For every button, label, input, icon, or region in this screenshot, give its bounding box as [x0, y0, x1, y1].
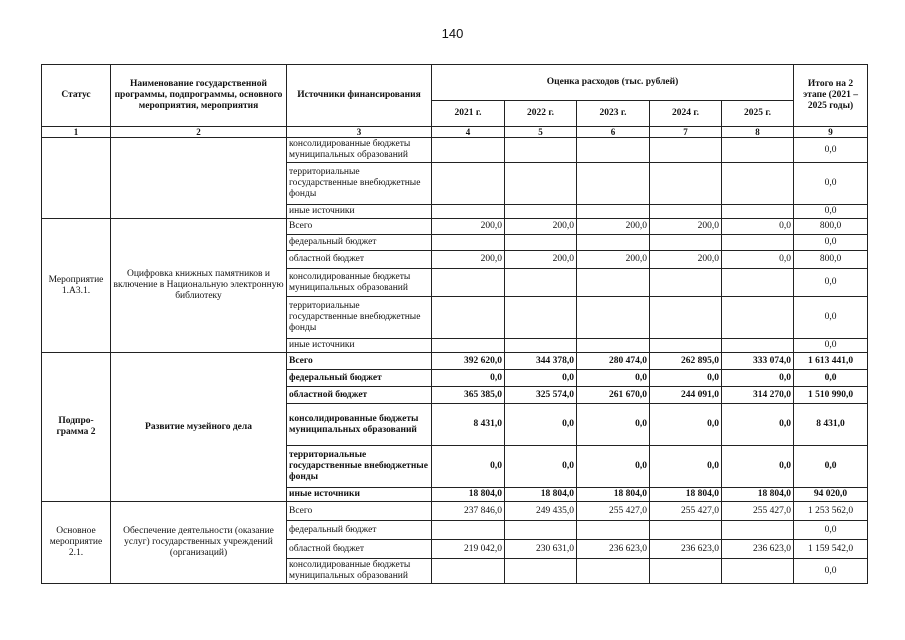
block-status: Мероприятие 1.А3.1. — [42, 219, 111, 353]
value-cell: 0,0 — [722, 370, 794, 387]
value-cell: 261 670,0 — [577, 387, 650, 404]
source-cell: Всего — [287, 219, 432, 235]
column-number: 2 — [111, 127, 287, 138]
value-cell: 0,0 — [722, 446, 794, 488]
value-cell — [505, 559, 577, 584]
value-cell — [432, 521, 505, 540]
total-cell: 0,0 — [794, 297, 868, 339]
value-cell — [505, 163, 577, 205]
header-sources: Источники финансирования — [287, 65, 432, 127]
value-cell — [577, 205, 650, 219]
block-name — [111, 138, 287, 219]
total-cell: 1 159 542,0 — [794, 540, 868, 559]
total-cell: 800,0 — [794, 219, 868, 235]
header-year: 2023 г. — [577, 101, 650, 127]
value-cell — [577, 235, 650, 251]
value-cell: 18 804,0 — [505, 488, 577, 502]
value-cell: 0,0 — [650, 446, 722, 488]
value-cell: 200,0 — [577, 219, 650, 235]
source-cell: областной бюджет — [287, 387, 432, 404]
page-number: 140 — [441, 26, 464, 41]
total-cell: 0,0 — [794, 269, 868, 297]
value-cell: 244 091,0 — [650, 387, 722, 404]
total-cell: 0,0 — [794, 138, 868, 163]
block-continuation — [42, 138, 868, 219]
value-cell — [577, 339, 650, 353]
total-cell: 8 431,0 — [794, 404, 868, 446]
value-cell — [432, 297, 505, 339]
value-cell: 0,0 — [577, 370, 650, 387]
value-cell: 344 378,0 — [505, 353, 577, 370]
value-cell: 255 427,0 — [577, 502, 650, 521]
value-cell — [577, 559, 650, 584]
value-cell — [650, 269, 722, 297]
total-cell: 1 253 562,0 — [794, 502, 868, 521]
total-cell: 1 510 990,0 — [794, 387, 868, 404]
value-cell — [432, 205, 505, 219]
value-cell: 0,0 — [432, 370, 505, 387]
value-cell — [432, 163, 505, 205]
value-cell — [432, 138, 505, 163]
value-cell: 0,0 — [577, 446, 650, 488]
source-cell: территориальные государственные внебюджетные фонды — [287, 163, 432, 205]
value-cell: 236 623,0 — [650, 540, 722, 559]
source-cell: областной бюджет — [287, 540, 432, 559]
value-cell — [722, 521, 794, 540]
column-number: 5 — [505, 127, 577, 138]
value-cell: 0,0 — [650, 370, 722, 387]
value-cell — [650, 521, 722, 540]
value-cell: 236 623,0 — [722, 540, 794, 559]
value-cell: 18 804,0 — [432, 488, 505, 502]
total-cell: 94 020,0 — [794, 488, 868, 502]
column-number: 4 — [432, 127, 505, 138]
value-cell — [722, 235, 794, 251]
source-cell: консолидированные бюджеты муниципальных образований — [287, 559, 432, 584]
value-cell: 280 474,0 — [577, 353, 650, 370]
source-cell: областной бюджет — [287, 251, 432, 269]
value-cell: 18 804,0 — [650, 488, 722, 502]
value-cell: 200,0 — [577, 251, 650, 269]
source-cell: иные источники — [287, 339, 432, 353]
value-cell — [650, 163, 722, 205]
total-cell: 0,0 — [794, 370, 868, 387]
value-cell: 314 270,0 — [722, 387, 794, 404]
value-cell — [722, 559, 794, 584]
block-status: Основное мероприятие 2.1. — [42, 502, 111, 584]
value-cell: 255 427,0 — [722, 502, 794, 521]
value-cell — [432, 339, 505, 353]
source-cell: территориальные государственные внебюджетные фонды — [287, 446, 432, 488]
value-cell — [432, 559, 505, 584]
value-cell — [577, 521, 650, 540]
value-cell: 200,0 — [505, 219, 577, 235]
value-cell — [505, 205, 577, 219]
value-cell — [650, 297, 722, 339]
value-cell — [650, 559, 722, 584]
value-cell — [650, 339, 722, 353]
value-cell: 262 895,0 — [650, 353, 722, 370]
value-cell: 0,0 — [505, 370, 577, 387]
value-cell — [505, 339, 577, 353]
value-cell: 0,0 — [722, 404, 794, 446]
value-cell: 200,0 — [505, 251, 577, 269]
column-number: 9 — [794, 127, 868, 138]
source-cell: федеральный бюджет — [287, 521, 432, 540]
header-total: Итого на 2 этапе (2021 – 2025 годы) — [794, 65, 868, 127]
total-cell: 0,0 — [794, 446, 868, 488]
value-cell — [722, 163, 794, 205]
value-cell: 249 435,0 — [505, 502, 577, 521]
source-cell: консолидированные бюджеты муниципальных образований — [287, 269, 432, 297]
block-name: Развитие музейного дела — [111, 353, 287, 502]
source-cell: Всего — [287, 353, 432, 370]
total-cell: 0,0 — [794, 521, 868, 540]
value-cell — [577, 269, 650, 297]
value-cell — [505, 235, 577, 251]
block-subprogram-2 — [42, 353, 868, 502]
value-cell: 200,0 — [432, 219, 505, 235]
value-cell: 236 623,0 — [577, 540, 650, 559]
total-cell: 800,0 — [794, 251, 868, 269]
source-cell: территориальные государственные внебюджетные фонды — [287, 297, 432, 339]
total-cell: 0,0 — [794, 235, 868, 251]
column-number: 6 — [577, 127, 650, 138]
value-cell: 365 385,0 — [432, 387, 505, 404]
column-number: 3 — [287, 127, 432, 138]
value-cell: 0,0 — [505, 446, 577, 488]
value-cell — [650, 235, 722, 251]
header-year: 2025 г. — [722, 101, 794, 127]
header-year: 2021 г. — [432, 101, 505, 127]
value-cell: 0,0 — [650, 404, 722, 446]
value-cell: 333 074,0 — [722, 353, 794, 370]
header-year: 2024 г. — [650, 101, 722, 127]
value-cell — [505, 297, 577, 339]
total-cell: 0,0 — [794, 339, 868, 353]
source-cell: Всего — [287, 502, 432, 521]
value-cell: 200,0 — [650, 219, 722, 235]
value-cell: 0,0 — [432, 446, 505, 488]
budget-table — [41, 64, 868, 584]
value-cell: 255 427,0 — [650, 502, 722, 521]
total-cell: 0,0 — [794, 559, 868, 584]
value-cell — [432, 235, 505, 251]
value-cell: 200,0 — [432, 251, 505, 269]
value-cell — [722, 339, 794, 353]
column-number: 7 — [650, 127, 722, 138]
value-cell — [722, 269, 794, 297]
value-cell: 0,0 — [505, 404, 577, 446]
value-cell — [722, 205, 794, 219]
value-cell — [650, 205, 722, 219]
value-cell: 325 574,0 — [505, 387, 577, 404]
source-cell: федеральный бюджет — [287, 370, 432, 387]
value-cell: 219 042,0 — [432, 540, 505, 559]
value-cell — [650, 138, 722, 163]
block-status — [42, 138, 111, 219]
block-measure-1a31 — [42, 219, 868, 353]
column-number: 8 — [722, 127, 794, 138]
value-cell: 392 620,0 — [432, 353, 505, 370]
column-number: 1 — [42, 127, 111, 138]
value-cell: 230 631,0 — [505, 540, 577, 559]
block-name: Обеспечение деятельности (оказание услуг) государственных учреждений (организаций) — [111, 502, 287, 584]
header-estimate: Оценка расходов (тыс. рублей) — [432, 65, 794, 101]
total-cell: 1 613 441,0 — [794, 353, 868, 370]
value-cell: 18 804,0 — [722, 488, 794, 502]
value-cell — [577, 297, 650, 339]
value-cell — [432, 269, 505, 297]
value-cell — [722, 297, 794, 339]
value-cell — [505, 521, 577, 540]
header-name: Наименование государственной программы, подпрограммы, основного мероприятия, мероприятия — [111, 65, 287, 127]
total-cell: 0,0 — [794, 205, 868, 219]
value-cell: 237 846,0 — [432, 502, 505, 521]
block-name: Оцифровка книжных памятников и включение в Национальную электронную библиотеку — [111, 219, 287, 353]
value-cell — [577, 163, 650, 205]
column-number-row — [42, 127, 868, 138]
source-cell: иные источники — [287, 205, 432, 219]
value-cell — [577, 138, 650, 163]
source-cell: консолидированные бюджеты муниципальных образований — [287, 138, 432, 163]
source-cell: консолидированные бюджеты муниципальных образований — [287, 404, 432, 446]
value-cell — [505, 138, 577, 163]
value-cell: 0,0 — [722, 219, 794, 235]
source-cell: федеральный бюджет — [287, 235, 432, 251]
header-status: Статус — [42, 65, 111, 127]
source-cell: иные источники — [287, 488, 432, 502]
value-cell: 0,0 — [577, 404, 650, 446]
value-cell — [722, 138, 794, 163]
value-cell: 0,0 — [722, 251, 794, 269]
total-cell: 0,0 — [794, 163, 868, 205]
block-main-measure-21 — [42, 502, 868, 584]
value-cell: 200,0 — [650, 251, 722, 269]
value-cell — [505, 269, 577, 297]
value-cell: 8 431,0 — [432, 404, 505, 446]
value-cell: 18 804,0 — [577, 488, 650, 502]
header-year: 2022 г. — [505, 101, 577, 127]
block-status: Подпро-грамма 2 — [42, 353, 111, 502]
